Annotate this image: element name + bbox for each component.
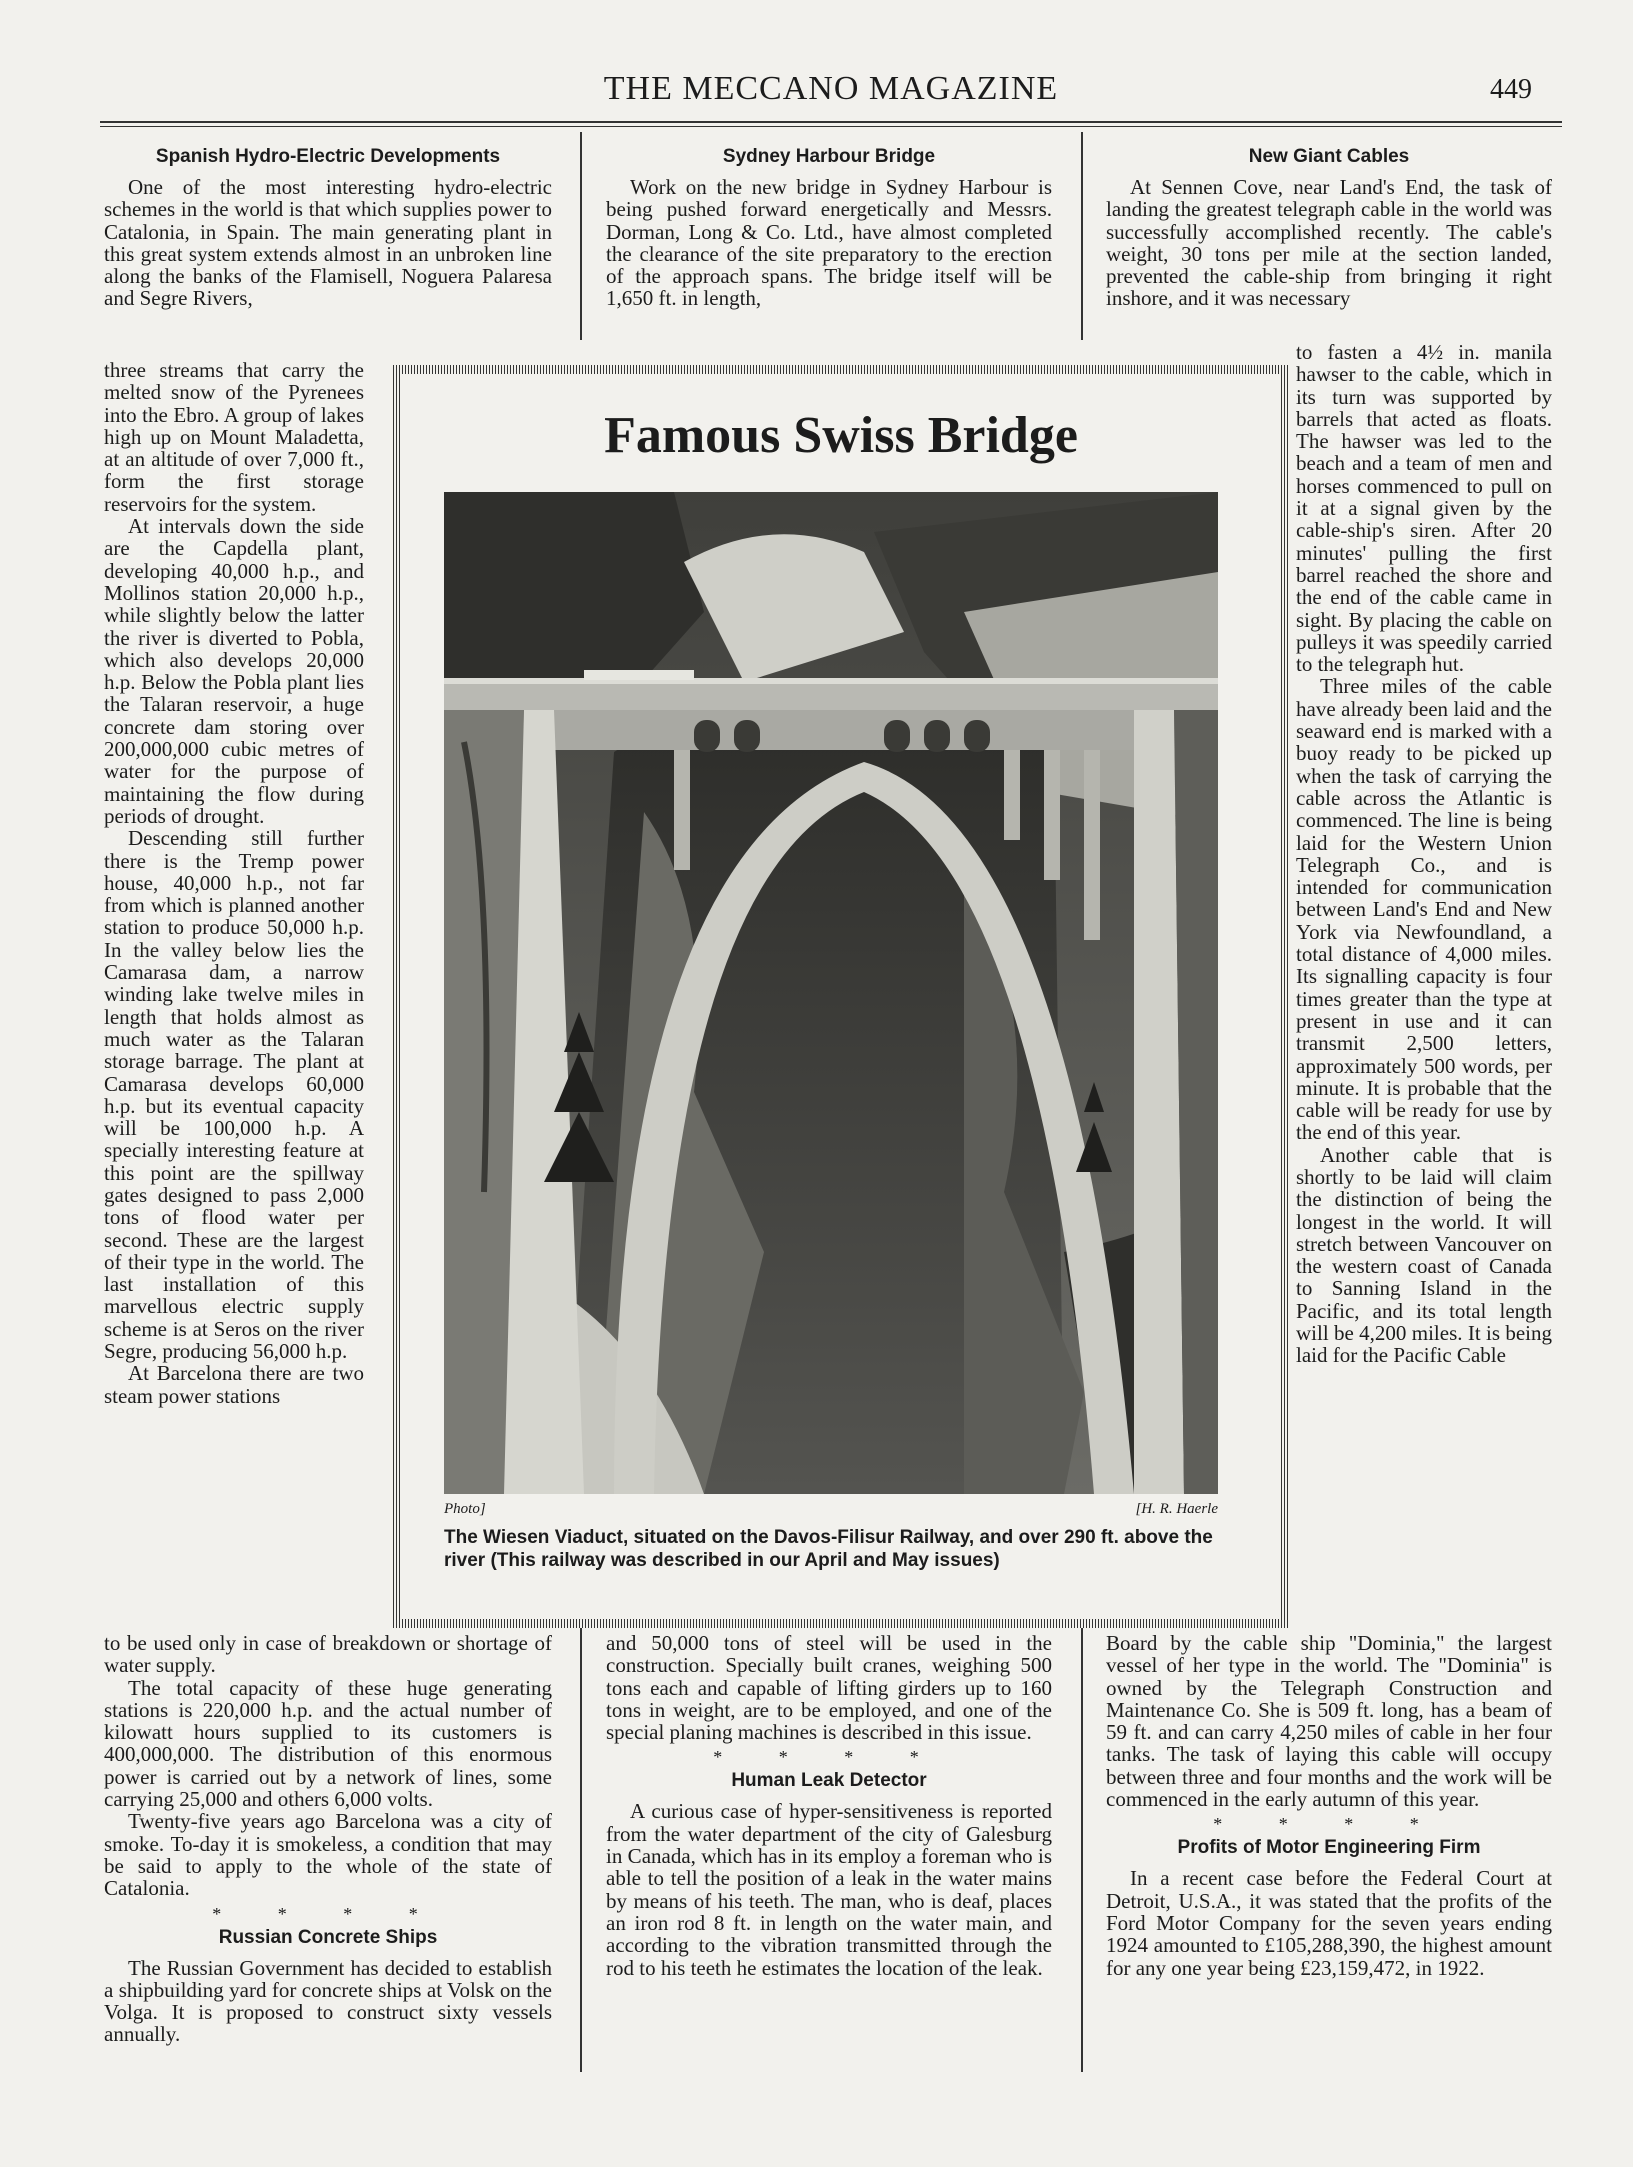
magazine-title: THE MECCANO MAGAZINE [603,70,1059,107]
photographer-credit: [H. R. Haerle [1135,1501,1218,1517]
photo-caption: The Wiesen Viaduct, situated on the Davos-Filisur Railway, and over 290 ft. above the river (This railway was described in our April and May issues) [444,1527,1213,1571]
paragraph: Twenty-five years ago Barcelona was a city of smoke. To-day it is smokeless, a condition that may be said to apply to the whole of the state of Catalonia. [104,1809,552,1901]
section-separator: * * * * [1213,1814,1445,1835]
paragraph: A curious case of hyper-sensitiveness is reported from the water department of the city of Galesburg in Canada, which has in its employ a foreman who is able to tell the position of a leak in the water mains by means of his teeth. The man, who is deaf, places an iron rod 8 ft. in length on the water main, and according to the vibration transmitted through the rod to his teeth he estimates the location of the leak. [606,1799,1052,1980]
feature-frame [393,365,1289,1628]
paragraph: Work on the new bridge in Sydney Harbour is being pushed forward energetically and Messrs. Dorman, Long & Co. Ltd., have almost completed the clearance of the site preparatory to the erection of the approach spans. The bridge itself will be 1,650 ft. in length, [606,175,1052,311]
viaduct-illustration [444,492,1218,1494]
page-number: 449 [1490,74,1532,105]
article-heading: Human Leak Detector [731,1770,927,1792]
paragraph: In a recent case before the Federal Court at Detroit, U.S.A., it was stated that the profits of the Ford Motor Company for the seven years ending 1924 amounted to £105,288,390, the highest amount for any one year being £23,159,472, in 1922. [1106,1866,1552,1980]
article-sydney-bridge-end [606,1632,1052,1979]
article-giant-cables-continued [1296,341,1552,1367]
paragraph: At Barcelona there are two steam power stations [104,1361,364,1408]
column-divider [1081,132,1083,340]
paragraph: At intervals down the side are the Capdella plant, developing 40,000 h.p., and Mollinos station 20,000 h.p., while slightly below the latter the river is diverted to Pobla, which also develops 20,000 h.p. Below the Pobla plant lies the Talaran reservoir, a huge concrete dam storing over 200,000,000 cubic metres of water for the purpose of maintaining the flow during periods of drought. [104,514,364,828]
paragraph: Descending still further there is the Tremp power house, 40,000 h.p., not far from which is planned another station to produce 50,000 h.p. In the valley below lies the Camarasa dam, a narrow winding lake twelve miles in length that holds almost as much water as the Talaran storage barrage. The plant at Camarasa develops 60,000 h.p. but its eventual capacity will be 100,000 h.p. A specially interesting feature at this point are the spillway gates designed to pass 2,000 tons of flood water per second. These are the largest of their type in the world. The last installation of this marvellous electric supply scheme is at Seros on the river Segre, producing 56,000 h.p. [104,826,364,1364]
article-sydney-bridge [606,146,1052,310]
section-separator: * * * * [212,1903,444,1924]
paragraph: Another cable that is shortly to be laid will claim the distinction of being the longest in the world. It will stretch between Vancouver on the western coast of Canada to Sanning Island in the Pacific, and its total length will be 4,200 miles. It is being laid for the Pacific Cable [1296,1142,1552,1368]
paragraph: One of the most interesting hydro-electric schemes in the world is that which supplies power to Catalonia, in Spain. The main generating plant in this great system extends almost in an unbroken line along the banks of the Flamisell, Noguera Palaresa and Segre Rivers, [104,175,552,311]
section-separator: * * * * [713,1747,945,1768]
header-rule [100,121,1562,123]
article-heading: Sydney Harbour Bridge [722,146,936,167]
article-heading: Russian Concrete Ships [218,1926,438,1948]
paragraph: and 50,000 tons of steel will be used in the construction. Specially built cranes, weighing 500 tons each and capable of lifting girders up to 160 tons in weight, are to be employed, and one of the special planing machines is described in this issue. [606,1631,1052,1745]
paragraph: At Sennen Cove, near Land's End, the task of landing the greatest telegraph cable in the world was successfully accomplished recently. The cable's weight, 30 tons per mile at the section landed, prevented the cable-ship from bringing it right inshore, and it was necessary [1106,175,1552,311]
column-divider [580,1622,582,2072]
viaduct-photo [444,492,1218,1494]
photo-credit-label: Photo] [444,1501,486,1517]
paragraph: The total capacity of these huge generating stations is 220,000 h.p. and the actual number of kilowatt hours supplied to its customers is 400,000,000. The distribution of this enormous power is carried out by a network of lines, some carrying 25,000 and others 6,000 volts. [104,1675,552,1812]
article-spanish-hydro [104,146,552,310]
column-divider [580,132,582,340]
photo-credits [444,1501,1218,1521]
header-rule-thin [100,126,1562,127]
paragraph: to fasten a 4½ in. manila hawser to the cable, which in its turn was supported by barrels that acted as floats. The hawser was led to the beach and a team of men and horses commenced to pull on it at a signal given by the cable-ship's siren. After 20 minutes' pulling the first barrel reached the shore and the end of the cable came in sight. By placing the cable on pulleys it was speedily carried to the telegraph hut. [1296,340,1552,677]
paragraph: Board by the cable ship "Dominia," the largest vessel of her type in the world. The "Dominia" is owned by the Telegraph Construction and Maintenance Co. She is 509 ft. long, has a beam of 59 ft. and can carry 4,250 miles of cable in her four tanks. The task of laying this cable will occupy between three and four months and the work will be commenced in the early autumn of this year. [1106,1631,1552,1812]
column-divider [1081,1622,1083,2072]
paragraph: Three miles of the cable have already been laid and the seaward end is marked with a buoy ready to be picked up when the task of carrying the cable across the Atlantic is commenced. The line is being laid for the Western Union Telegraph Co., and is intended for communication between Land's End and New York via Newfoundland, a total distance of 4,000 miles. Its signalling capacity is four times greater than the type at present in use and it can transmit 2,500 letters, approximately 500 words, per minute. It is probable that the cable will be ready for use by the end of this year. [1296,674,1552,1145]
article-giant-cables-end [1106,1632,1552,1979]
paragraph: to be used only in case of breakdown or shortage of water supply. [104,1631,552,1678]
running-head [100,70,1562,114]
article-spanish-hydro-end [104,1632,552,2046]
article-spanish-hydro-continued [104,359,364,1407]
article-heading: Profits of Motor Engineering Firm [1177,1837,1481,1859]
paragraph: three streams that carry the melted snow of the Pyrenees into the Ebro. A group of lakes high up on Mount Maladetta, at an altitude of over 7,000 ft., form the first storage reservoirs for the system. [104,358,364,516]
article-giant-cables [1106,146,1552,310]
article-heading: Spanish Hydro-Electric Developments [155,146,501,167]
paragraph: The Russian Government has decided to establish a shipbuilding yard for concrete ships at Volsk on the Volga. It is proposed to construct sixty vessels annually. [104,1955,552,2047]
feature-title: Famous Swiss Bridge [604,407,1078,464]
article-heading: New Giant Cables [1248,146,1410,167]
